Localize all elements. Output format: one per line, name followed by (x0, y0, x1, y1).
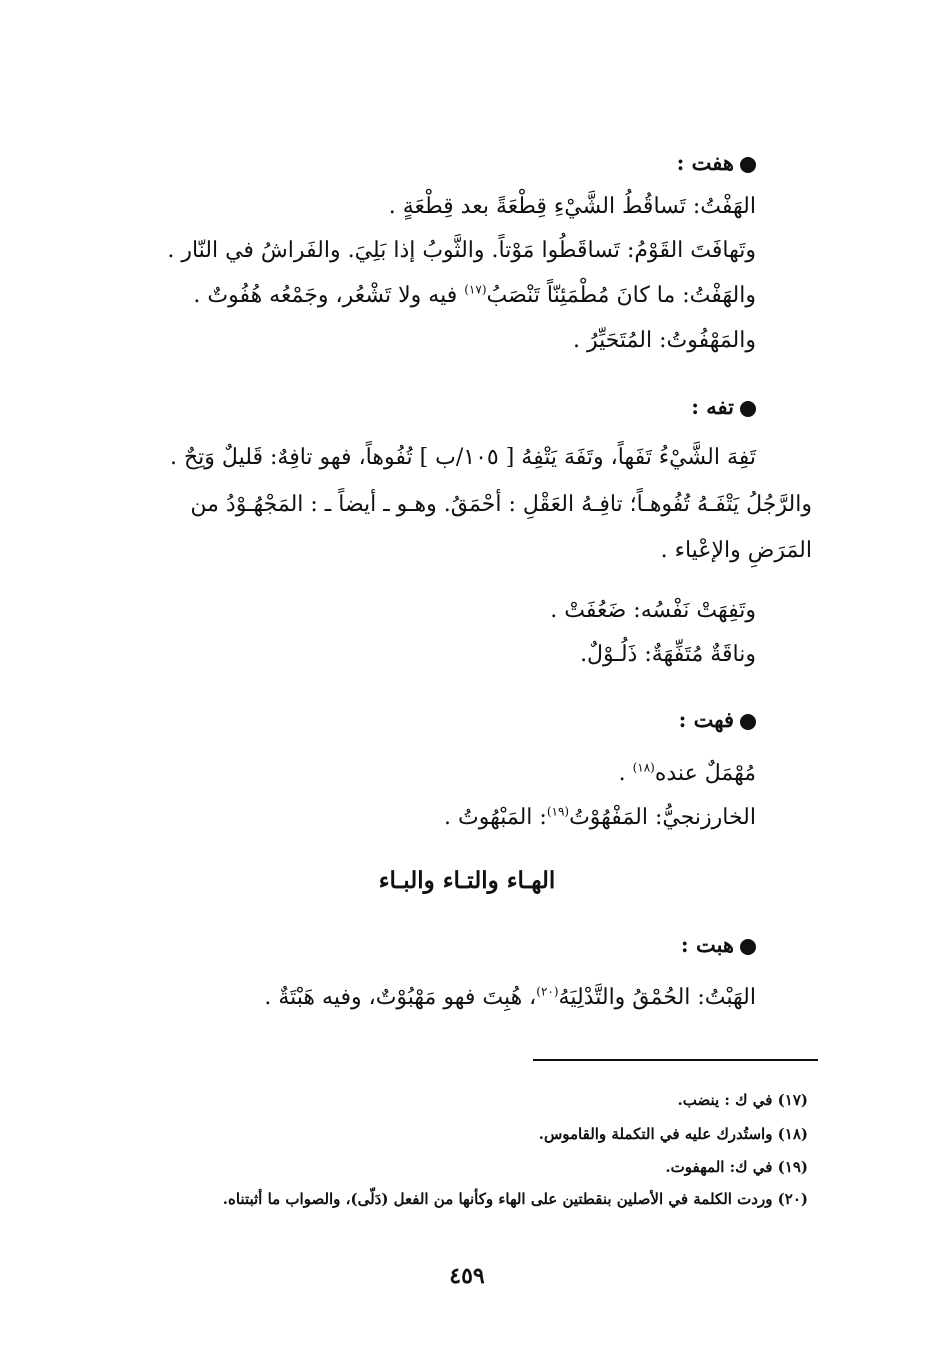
entry-heading-tfh (691, 392, 756, 422)
page-number: ٤٥٩ (449, 1263, 485, 1289)
entry-line-text: فيه ولا تَشْعُر، وجَمْعُه هُفُوتٌ . (193, 283, 465, 308)
entry-line (193, 281, 756, 311)
footnote: (١٨) واستُدرك عليه في التكملة والقاموس. (538, 1125, 808, 1143)
entry-heading-text: فهت : (678, 707, 734, 732)
entry-line: والرَّجُلُ يَتْفَـهُ تُفُوهـاً؛ تافِـهُ العَقْلِ : أحْمَقُ. وهـو ـ أيضاً ـ : المَجْهُـوْدُ من (190, 492, 812, 517)
bullet-icon (740, 401, 756, 417)
entry-line: والمَهْفُوتُ: المُتَحَيِّرُ . (572, 328, 756, 353)
entry-line-text: الخارزنجيُّ: المَفْهُوْتُ (569, 805, 756, 830)
entry-line-text: مُهْمَلٌ عنده (654, 761, 756, 786)
entry-line-text: الهَبْتُ: الحُمْقُ والتَّدْلِيَهُ (558, 985, 756, 1010)
footnote: (١٩) في ك: المهفوت. (665, 1158, 808, 1176)
footnote-ref: (١٨) (632, 760, 655, 775)
footnote-ref: (١٧) (464, 282, 487, 297)
entry-heading-text: هفت : (676, 150, 734, 175)
footnote: (١٧) في ك : ينضب. (677, 1091, 808, 1109)
footnote-ref: (١٩) (546, 804, 570, 819)
entry-heading-text: تفه : (691, 394, 734, 419)
footnote-ref: (٢٠) (536, 984, 559, 999)
footnote-separator (533, 1059, 818, 1061)
entry-heading-text: هبت : (680, 932, 734, 957)
entry-heading-hbt (681, 930, 756, 960)
entry-line-text: : المَبْهُوتُ . (444, 805, 547, 830)
entry-line: تَفِهَ الشَّيْءُ تَفَهاً، وتَفَهَ يَتْفِهُ [ ١٠٥/ب ] تُفُوهاً، فهو تافِهٌ: قَليلٌ وَتِحٌ . (169, 445, 756, 470)
entry-line: وتَفِهَتْ نَفْسُه: ضَعُفَتْ . (550, 598, 756, 623)
bullet-icon (740, 939, 756, 955)
section-title: الهـاء والتـاء والبـاء (378, 867, 556, 894)
entry-line (619, 759, 756, 789)
entry-line: الهَفْتُ: تَساقُطُ الشَّيْءِ قِطْعَةً بعد قِطْعَةٍ . (388, 194, 756, 219)
entry-line: وناقَةٌ مُتَفِّهَةٌ: ذَلُـوْلٌ. (580, 642, 756, 667)
footnote: (٢٠) وردت الكلمة في الأصلين بنقطتين على الهاء وكأنها من الفعل (دَلّى)، والصواب ما أثبتناه. (222, 1190, 808, 1208)
entry-line (444, 803, 756, 833)
entry-line (264, 983, 756, 1013)
entry-heading-fht (679, 705, 756, 735)
entry-line-text: والهَفْتُ: ما كانَ مُطْمَئِنّاً تَنْصَبُ (486, 283, 756, 308)
entry-line: المَرَضِ والإعْياء . (660, 538, 812, 563)
entry-line-text: . (618, 761, 633, 786)
entry-line-text: ، هُبِتَ فهو مَهْبُوْتٌ، وفيه هَبْتَةٌ . (264, 985, 537, 1010)
bullet-icon (740, 714, 756, 730)
entry-heading-hft (677, 148, 756, 178)
bullet-icon (740, 157, 756, 173)
entry-line: وتَهافَتَ القَوْمُ: تَساقَطُوا مَوْتاً. والثَّوبُ إذا بَلِيَ. والفَراشُ في النّار . (167, 238, 756, 263)
